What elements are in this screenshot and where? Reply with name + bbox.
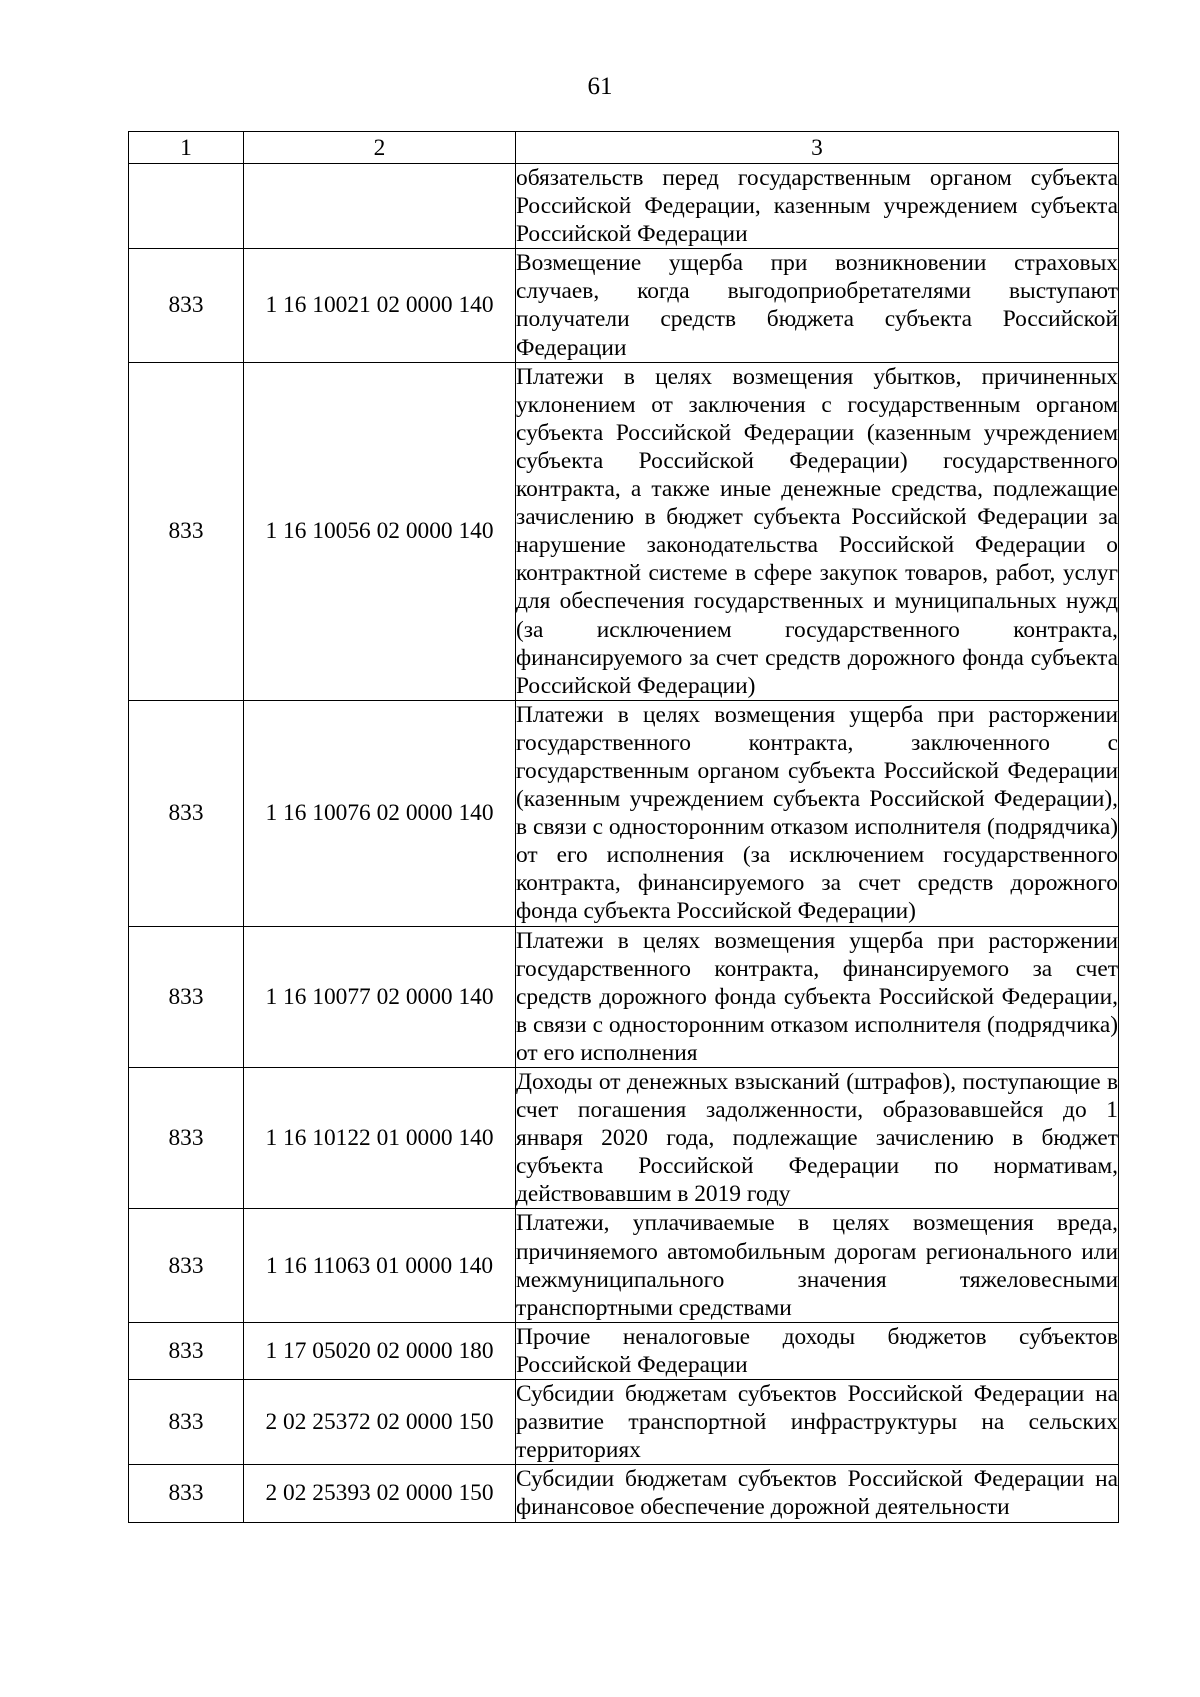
admin-code-cell: 833 xyxy=(129,926,244,1067)
table-row xyxy=(129,700,1119,926)
table-header-row xyxy=(129,132,1119,164)
kbk-code-cell: 1 16 10056 02 0000 140 xyxy=(244,362,516,700)
table-row xyxy=(129,926,1119,1067)
revenue-codes-table xyxy=(128,131,1119,1523)
table-row xyxy=(129,1380,1119,1465)
description-cell: Прочие неналоговые доходы бюджетов субъектов Российской Федерации xyxy=(516,1323,1118,1378)
admin-code-cell: 833 xyxy=(129,249,244,362)
description-cell: Платежи в целях возмещения ущерба при расторжении государственного контракта, заключенного с государственным органом субъекта Российской Федерации (казенным учреждением субъекта Российской Федерации), в связи с односторонним отказом исполнителя (подрядчика) от его исполнения (за исключением государственного контракта, финансируемого за счет средств дорожного фонда субъекта Российской Федерации) xyxy=(516,701,1118,925)
column-header-2: 2 xyxy=(244,132,516,164)
page-number: 61 xyxy=(587,73,613,100)
kbk-code-cell: 1 16 10077 02 0000 140 xyxy=(244,926,516,1067)
description-cell: обязательств перед государственным органом субъекта Российской Федерации, казенным учреждением субъекта Российской Федерации xyxy=(516,165,1118,248)
kbk-code-cell: 1 16 10122 01 0000 140 xyxy=(244,1068,516,1209)
admin-code-cell: 833 xyxy=(129,700,244,926)
description-cell: Возмещение ущерба при возникновении страховых случаев, когда выгодоприобретателями выступают получатели средств бюджета субъекта Российской Федерации xyxy=(516,250,1118,361)
column-header-1: 1 xyxy=(129,132,244,164)
admin-code-cell xyxy=(129,164,244,249)
description-cell: Платежи в целях возмещения убытков, причиненных уклонением от заключения с государственным органом субъекта Российской Федерации (казенным учреждением субъекта Российской Федерации) государственного контракта, а также иные денежные средства, подлежащие зачислению в бюджет субъекта Российской Федерации за нарушение законодательства Российской Федерации о контрактной системе в сфере закупок товаров, работ, услуг для обеспечения государственных и муниципальных нужд (за исключением государственного контракта, финансируемого за счет средств дорожного фонда субъекта Российской Федерации) xyxy=(516,363,1118,699)
kbk-code-cell: 1 16 10076 02 0000 140 xyxy=(244,700,516,926)
description-cell: Субсидии бюджетам субъектов Российской Федерации на финансовое обеспечение дорожной деятельности xyxy=(516,1466,1118,1521)
table-row xyxy=(129,1068,1119,1209)
table-row xyxy=(129,1465,1119,1522)
kbk-code-cell: 1 16 10021 02 0000 140 xyxy=(244,249,516,362)
description-cell: Платежи в целях возмещения ущерба при расторжении государственного контракта, финансируемого за счет средств дорожного фонда субъекта Российской Федерации, в связи с односторонним отказом исполнителя (подрядчика) от его исполнения xyxy=(516,927,1118,1066)
admin-code-cell: 833 xyxy=(129,1068,244,1209)
table-row xyxy=(129,362,1119,700)
admin-code-cell: 833 xyxy=(129,1209,244,1322)
admin-code-cell: 833 xyxy=(129,1465,244,1522)
table-row xyxy=(129,1322,1119,1379)
kbk-code-cell: 2 02 25393 02 0000 150 xyxy=(244,1465,516,1522)
admin-code-cell: 833 xyxy=(129,1322,244,1379)
kbk-code-cell: 1 16 11063 01 0000 140 xyxy=(244,1209,516,1322)
kbk-code-cell xyxy=(244,164,516,249)
table-row xyxy=(129,1209,1119,1322)
description-cell: Субсидии бюджетам субъектов Российской Федерации на развитие транспортной инфраструктуры на сельских территориях xyxy=(516,1381,1118,1464)
description-cell: Доходы от денежных взысканий (штрафов), поступающие в счет погашения задолженности, образовавшейся до 1 января 2020 года, подлежащие зачислению в бюджет субъекта Российской Федерации по нормативам, действовавшим в 2019 году xyxy=(516,1069,1118,1208)
admin-code-cell: 833 xyxy=(129,362,244,700)
table-row xyxy=(129,249,1119,362)
column-header-3: 3 xyxy=(516,132,1119,164)
description-cell: Платежи, уплачиваемые в целях возмещения вреда, причиняемого автомобильным дорогам регионального или межмуниципального значения тяжеловесными транспортными средствами xyxy=(516,1210,1118,1321)
kbk-code-cell: 1 17 05020 02 0000 180 xyxy=(244,1322,516,1379)
admin-code-cell: 833 xyxy=(129,1380,244,1465)
kbk-code-cell: 2 02 25372 02 0000 150 xyxy=(244,1380,516,1465)
table-row xyxy=(129,164,1119,249)
